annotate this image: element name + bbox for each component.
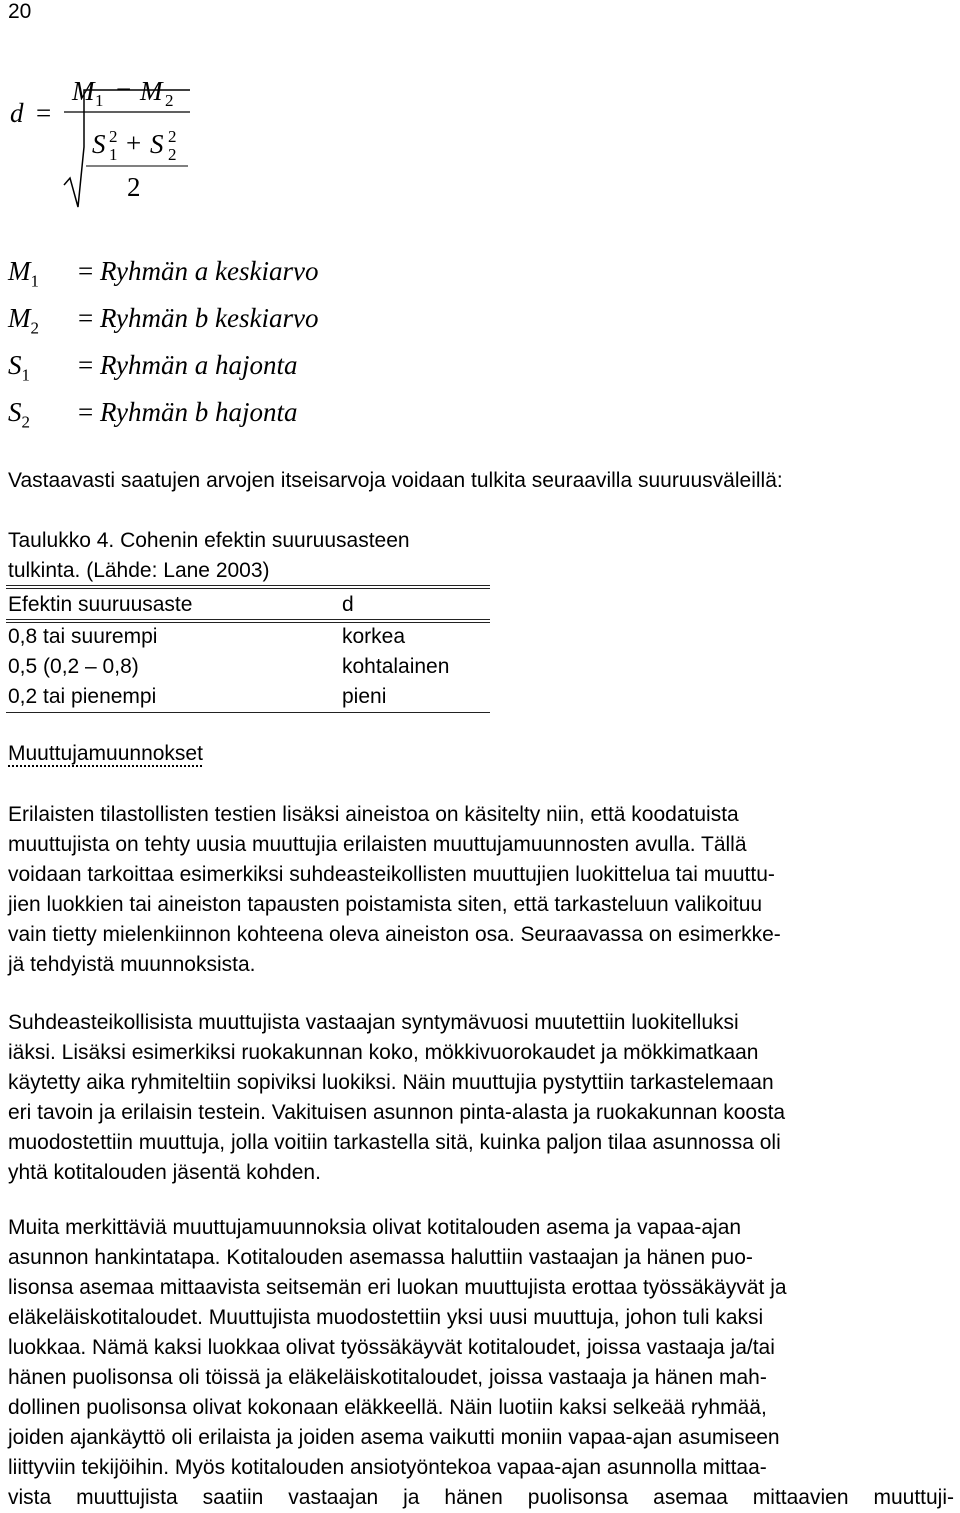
definition-text: Ryhmän b keskiarvo <box>100 303 319 333</box>
page-number: 20 <box>8 0 32 23</box>
paragraph-line: yhtä kotitalouden jäsentä kohden. <box>8 1161 321 1184</box>
definition-equals: = <box>78 397 94 427</box>
definition-equals: = <box>78 303 94 333</box>
formula-num-m2: M <box>140 76 163 106</box>
paragraph-line: muodostettiin muuttuja, jolla voitiin tarkastella sitä, kuinka paljon tilaa asunnossa oli <box>8 1131 781 1154</box>
formula-svg <box>0 60 260 210</box>
formula-num-m1-sub: 1 <box>95 91 104 110</box>
paragraph <box>8 1008 954 1188</box>
intro-sentence: Vastaavasti saatujen arvojen itseisarvoja voidaan tulkita seuraavilla suuruusväleillä: <box>8 469 783 492</box>
paragraph-line: eri tavoin ja erilaisin testein. Vakituisen asunnon pinta-alasta ja ruokakunnan koosta <box>8 1101 786 1124</box>
table-header-effect: Efektin suuruusaste <box>8 593 193 616</box>
table-caption-line: tulkinta. (Lähde: Lane 2003) <box>8 559 270 582</box>
definition-row <box>8 256 318 291</box>
paragraph-line: Muita merkittäviä muuttujamuunnoksia olivat kotitalouden asema ja vapaa-ajan <box>8 1216 742 1239</box>
cohens-d-formula <box>0 60 260 210</box>
paragraph-line: vain tietty mielenkiinnon kohteena oleva aineiston osa. Seuraavassa on esimerkke- <box>8 923 781 946</box>
formula-den-s2-sub: 2 <box>168 145 177 164</box>
table-header-d: d <box>342 593 354 616</box>
table-cell: 0,8 tai suurempi <box>8 625 158 648</box>
paragraph-line: eläkeläiskotitaloudet. Muuttujista muodostettiin yksi uusi muuttuja, johon tuli kaksi <box>8 1306 764 1329</box>
definition-row <box>8 303 318 338</box>
table-cell: korkea <box>342 625 406 648</box>
formula-den-s2-sup: 2 <box>168 127 177 146</box>
paragraph-line: hänen puolisonsa oli töissä ja eläkeläiskotitaloudet, joissa vastaaja ja hänen mah- <box>8 1366 767 1389</box>
paragraph-line: joiden ajankäyttö oli erilaista ja joiden asema vaikutti moniin vapaa-ajan asumiseen <box>8 1426 780 1449</box>
formula-den-s2: S <box>150 129 164 159</box>
definition-symbol: $S_2$ <box>8 397 30 432</box>
section-heading: Muuttujamuunnokset <box>8 742 203 765</box>
table-cell: pieni <box>342 685 387 708</box>
table-cell: kohtalainen <box>342 655 450 678</box>
formula-num-m1: M <box>72 76 95 106</box>
definition-equals: = <box>78 350 94 380</box>
paragraph-line: voidaan tarkoittaa esimerkiksi suhdeasteikollisten muuttujien luokittelua tai muuttu- <box>8 863 775 886</box>
definition-symbol: $M_1$ <box>8 256 39 291</box>
paragraph-line: lisonsa asemaa mittaavista seitsemän eri luokan muuttujista erottaa työssäkäyvät ja <box>8 1276 787 1299</box>
paragraph-line: käytetty aika ryhmiteltiin sopiviksi luokiksi. Näin muuttujia pystyttiin tarkastelemaan <box>8 1071 774 1094</box>
definition-row <box>8 397 298 432</box>
paragraph-line: Suhdeasteikollisista muuttujista vastaajan syntymävuosi muutettiin luokitelluksi <box>8 1011 739 1034</box>
paragraph-line: jä tehdyistä muunnoksista. <box>8 953 256 976</box>
table-bottom-rule <box>6 712 490 713</box>
definition-text: Ryhmän b hajonta <box>100 397 298 427</box>
table-cell: 0,2 tai pienempi <box>8 685 157 708</box>
formula-equals: = <box>36 98 52 128</box>
paragraph-line: iäksi. Lisäksi esimerkiksi ruokakunnan koko, mökkivuorokaudet ja mökkimatkaan <box>8 1041 759 1064</box>
definition-text: Ryhmän a hajonta <box>100 350 298 380</box>
paragraph-line: luokkaa. Nämä kaksi luokkaa olivat työssäkäyvät kotitaloudet, joissa vastaaja ja/tai <box>8 1336 775 1359</box>
formula-num-m2-sub: 2 <box>165 91 174 110</box>
formula-minus: − <box>116 74 132 104</box>
formula-lhs: d <box>10 98 24 128</box>
paragraph-line: jien luokkien tai aineiston tapausten poistamista siten, että tarkasteluun valikoituu <box>8 893 763 916</box>
definition-equals: = <box>78 256 94 286</box>
paragraph-line: Erilaisten tilastollisten testien lisäksi aineistoa on käsitelty niin, että koodatuista <box>8 803 739 826</box>
table-cell: 0,5 (0,2 – 0,8) <box>8 655 139 678</box>
paragraph-line: muuttujista on tehty uusia muuttujia erilaisten muuttujamuunnosten avulla. Tällä <box>8 833 747 856</box>
formula-den-s1: S <box>92 129 106 159</box>
table-caption <box>8 526 508 586</box>
paragraph <box>8 800 954 980</box>
definition-symbol: $M_2$ <box>8 303 39 338</box>
paragraph <box>8 1213 954 1513</box>
definition-symbol: $S_1$ <box>8 350 30 385</box>
table-top-rule <box>6 585 490 589</box>
table-header-rule <box>6 619 490 623</box>
paragraph-line: vista muuttujista saatiin vastaajan ja hänen puolisonsa asemaa mittaavien muuttuji- <box>8 1486 954 1509</box>
definition-row <box>8 350 298 385</box>
formula-plus: + <box>126 128 142 158</box>
paragraph-line: liittyviin tekijöihin. Myös kotitalouden ansiotyöntekoa vapaa-ajan asunnolla mittaa- <box>8 1456 767 1479</box>
formula-den-s1-sub: 1 <box>109 145 118 164</box>
paragraph-line: dollinen puolisonsa olivat kokonaan eläkkeellä. Näin luotiin kaksi selkeää ryhmää, <box>8 1396 767 1419</box>
definition-text: Ryhmän a keskiarvo <box>100 256 319 286</box>
formula-den-s1-sup: 2 <box>109 127 118 146</box>
paragraph-line: asunnon hankintatapa. Kotitalouden asemassa haluttiin vastaajan ja hänen puo- <box>8 1246 753 1269</box>
table-caption-line: Taulukko 4. Cohenin efektin suuruusasteen <box>8 529 410 552</box>
formula-den-two: 2 <box>127 172 141 202</box>
